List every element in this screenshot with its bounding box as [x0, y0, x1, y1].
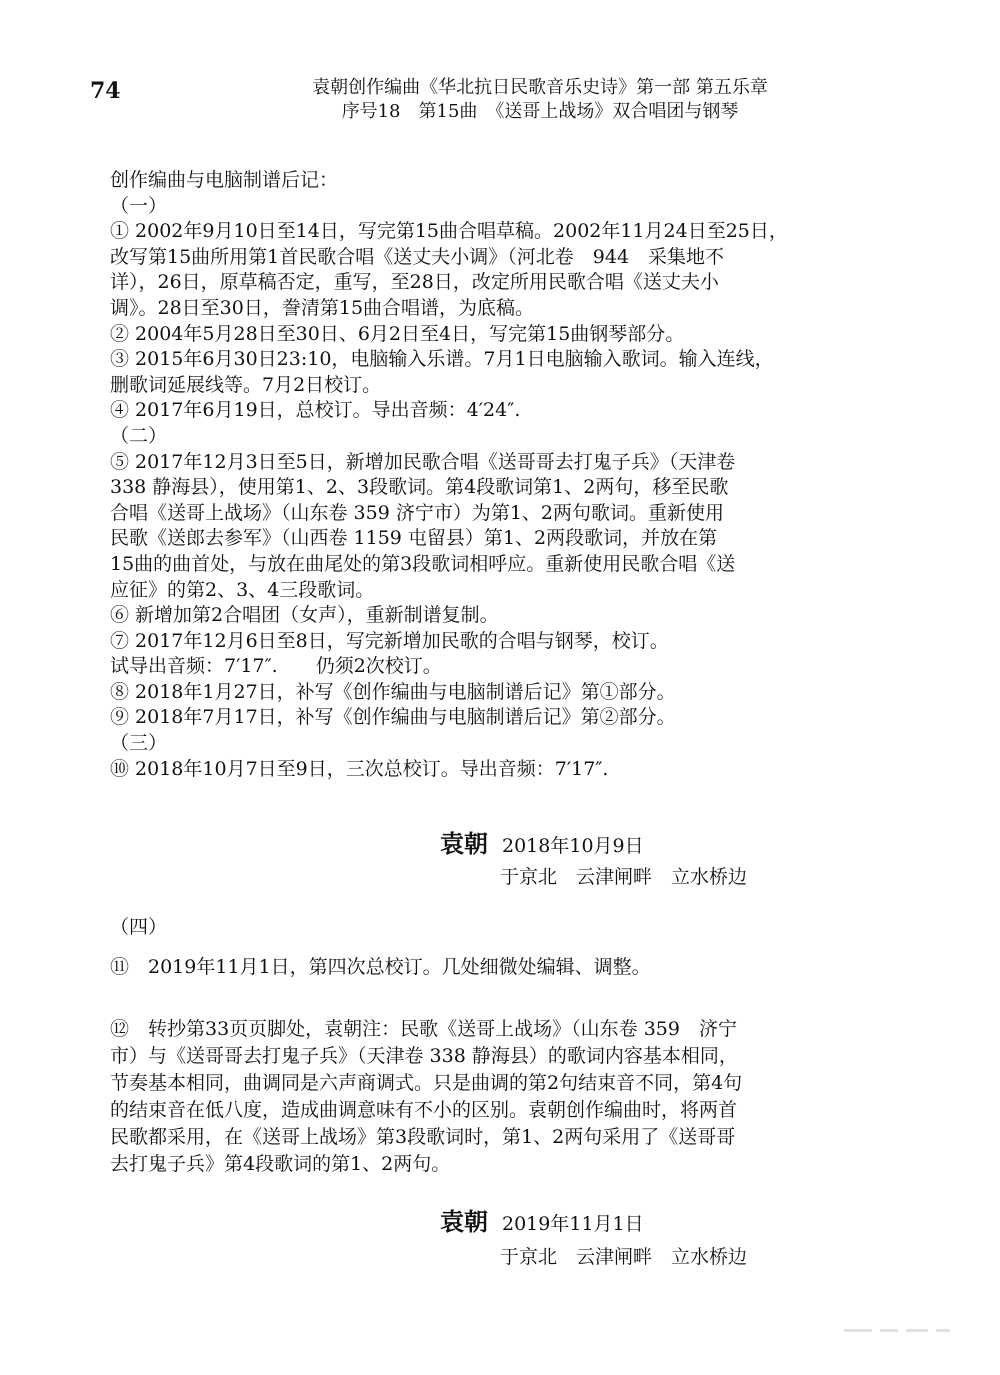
body-line: ④ 2017年6月19日，总校订。导出音频：4′24″.	[110, 399, 521, 422]
postscript-body	[110, 168, 870, 782]
header-subtitle: 序号18 第15曲 《送哥上战场》双合唱团与钢琴	[341, 101, 739, 122]
signature-place: 于京北 云津闸畔 立水桥边	[500, 866, 748, 888]
body-line: ⑦ 2017年12月6日至8日，写完新增加民歌的合唱与钢琴，校订。	[110, 629, 669, 652]
header-title: 袁朝创作编曲《华北抗日民歌音乐史诗》第一部 第五乐章	[312, 77, 768, 98]
body-line: 民歌《送郎去参军》（山西卷 1159 屯留县）第1、2两段歌词，并放在第	[110, 527, 718, 550]
item-12-line: ⑫ 转抄第33页页脚处，袁朝注：民歌《送哥上战场》（山东卷 359 济宁	[110, 1018, 737, 1040]
body-line: ⑨ 2018年7月17日，补写《创作编曲与电脑制谱后记》第②部分。	[110, 706, 676, 729]
page-header	[240, 76, 840, 124]
signature-block-2	[440, 1208, 644, 1238]
watermark-mark	[844, 1329, 964, 1339]
item-12-line: 去打鬼子兵》第4段歌词的第1、2两句。	[110, 1153, 451, 1175]
body-line: 调》。28日至30日，誊清第15曲合唱谱，为底稿。	[110, 296, 535, 319]
body-line: ② 2004年5月28日至30日、6月2日至4日，写完第15曲钢琴部分。	[110, 322, 685, 345]
signature-place: 于京北 云津闸畔 立水桥边	[500, 1246, 748, 1268]
body-line: 试导出音频：7′17″. 仍须2次校订。	[110, 655, 442, 678]
body-line: （一）	[110, 194, 168, 217]
section-four-heading: （四）	[110, 916, 168, 938]
body-line: 338 静海县），使用第1、2、3段歌词。第4段歌词第1、2两句，移至民歌	[110, 476, 729, 499]
body-line: ① 2002年9月10日至14日，写完第15曲合唱草稿。2002年11月24日至25日，	[110, 220, 788, 243]
body-line: 删歌词延展线等。7月2日校订。	[110, 373, 382, 396]
body-line: ⑥ 新增加第2合唱团（女声），重新制谱复制。	[110, 604, 499, 627]
item-12	[110, 1016, 870, 1178]
signature-date: 2018年10月9日	[502, 835, 644, 857]
body-line: 应征》的第2、3、4三段歌词。	[110, 578, 375, 601]
body-line: ③ 2015年6月30日23:10，电脑输入乐谱。7月1日电脑输入歌词。输入连线，	[110, 348, 774, 371]
body-line: 改写第15曲所用第1首民歌合唱《送丈夫小调》（河北卷 944 采集地不	[110, 245, 725, 268]
item-12-line: 节奏基本相同，曲调同是六声商调式。只是曲调的第2句结束音不同，第4句	[110, 1072, 743, 1094]
signature-name: 袁朝	[440, 829, 488, 858]
item-12-line: 民歌都采用，在《送哥上战场》第3段歌词时，第1、2两句采用了《送哥哥	[110, 1126, 736, 1148]
body-line: （二）	[110, 424, 168, 447]
body-line: ⑧ 2018年1月27日，补写《创作编曲与电脑制谱后记》第①部分。	[110, 680, 676, 703]
signature-block-1	[440, 830, 644, 860]
body-line: ⑩ 2018年10月7日至9日，三次总校订。导出音频：7′17″.	[110, 757, 609, 780]
item-11: ⑪ 2019年11月1日，第四次总校订。几处细微处编辑、调整。	[110, 956, 651, 978]
body-line: ⑤ 2017年12月3日至5日，新增加民歌合唱《送哥哥去打鬼子兵》（天津卷	[110, 450, 736, 473]
item-12-line: 的结束音在低八度，造成曲调意味有不小的区别。袁朝创作编曲时，将两首	[110, 1099, 738, 1121]
body-line: 合唱《送哥上战场》（山东卷 359 济宁市）为第1、2两句歌词。重新使用	[110, 501, 725, 524]
item-12-line: 市）与《送哥哥去打鬼子兵》（天津卷 338 静海县）的歌词内容基本相同，	[110, 1045, 738, 1067]
signature-date: 2019年11月1日	[502, 1213, 644, 1235]
signature-name: 袁朝	[440, 1207, 488, 1236]
body-line: （三）	[110, 732, 168, 755]
body-line: 15曲的曲首处，与放在曲尾处的第3段歌词相呼应。重新使用民歌合唱《送	[110, 552, 736, 575]
body-line: 详），26日，原草稿否定，重写，至28日，改定所用民歌合唱《送丈夫小	[110, 271, 719, 294]
page-number: 74	[90, 78, 121, 104]
body-line: 创作编曲与电脑制谱后记：	[110, 169, 339, 191]
